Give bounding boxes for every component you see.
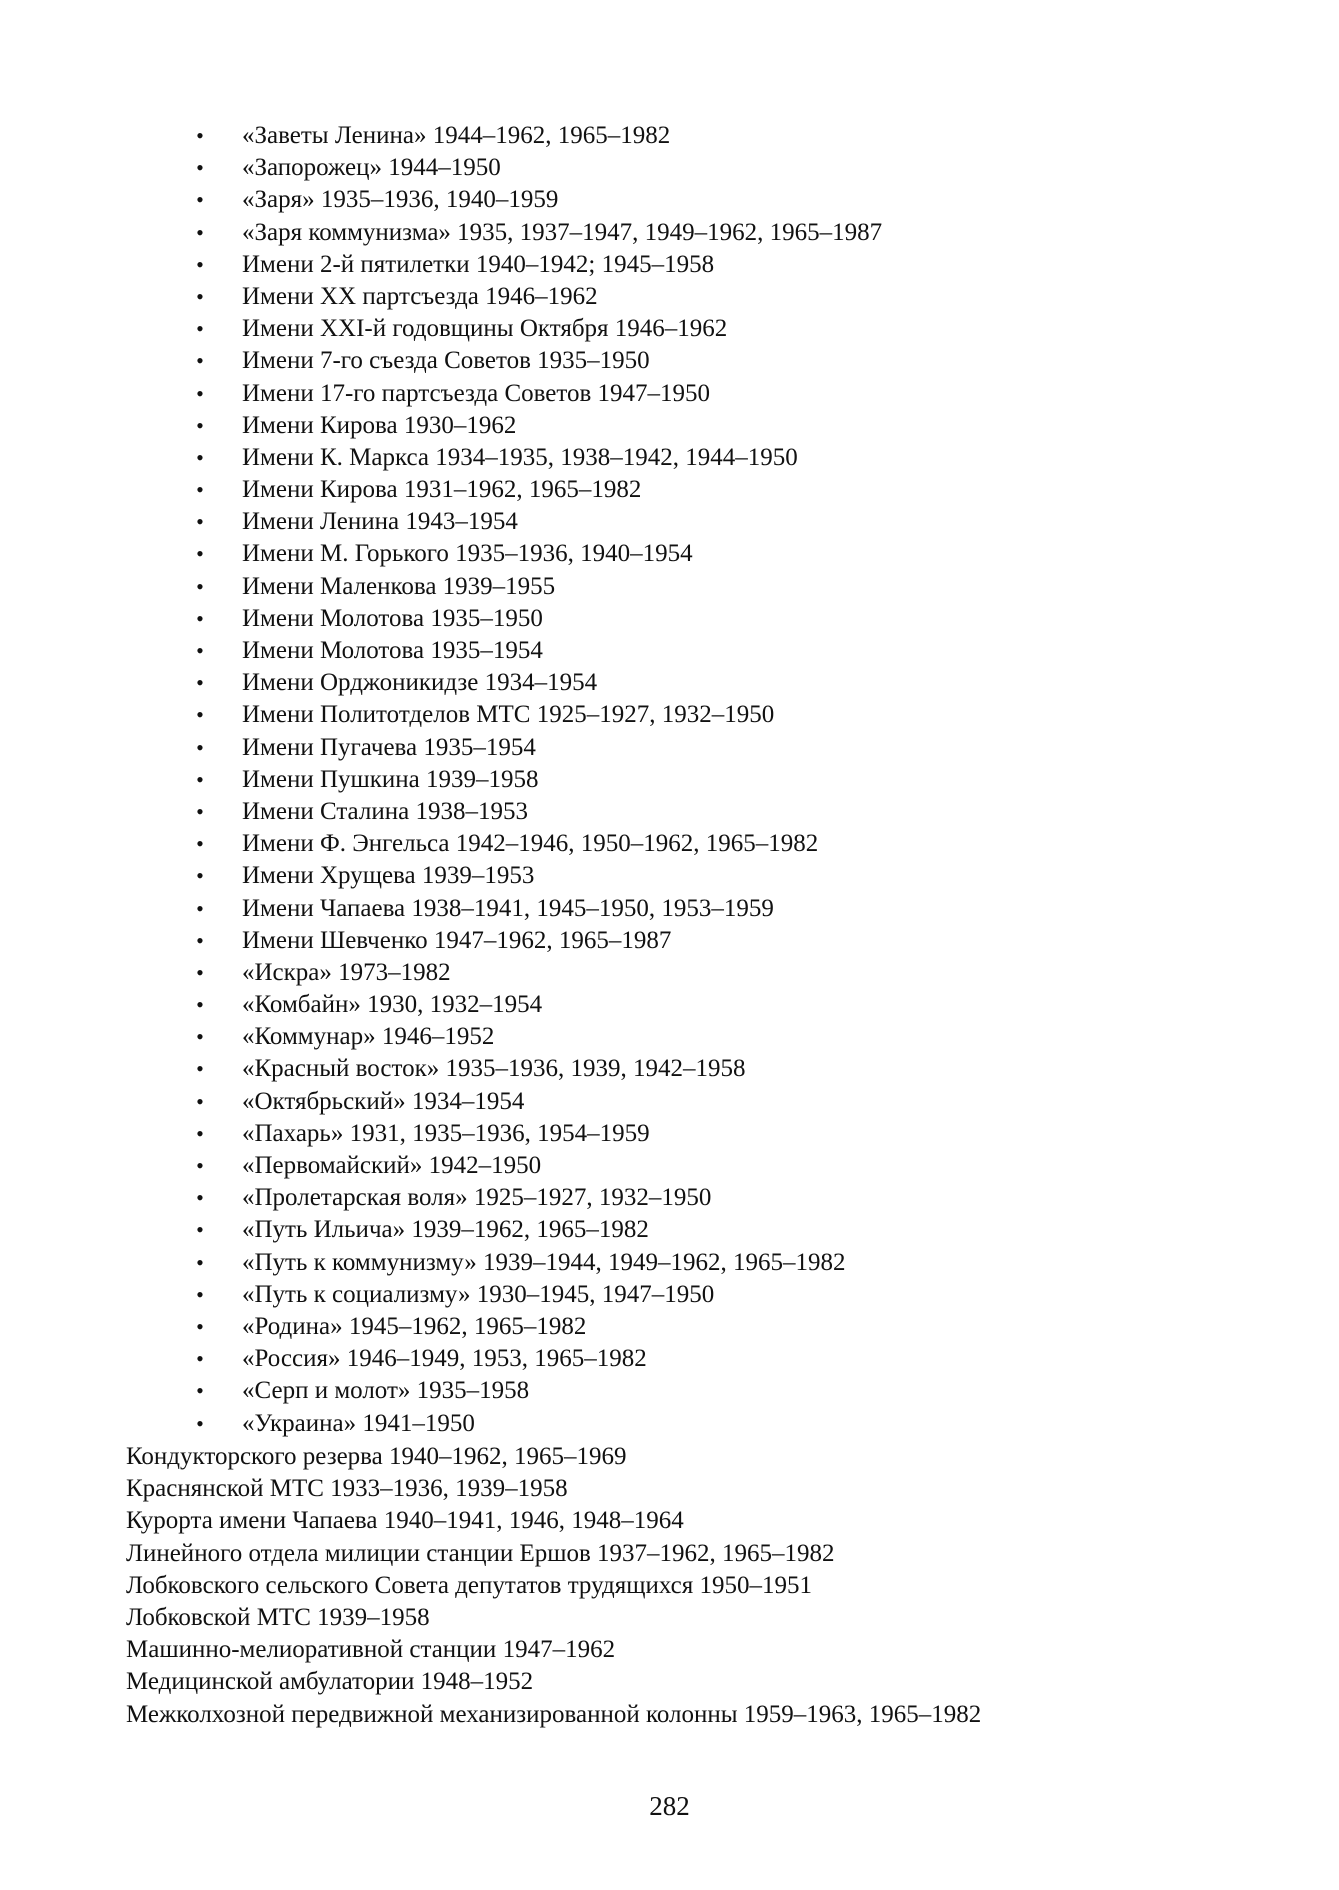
bullet-icon: • (196, 444, 204, 470)
bullet-icon: • (196, 477, 204, 503)
list-item: Кондукторского резерва 1940–1962, 1965–1969 (126, 1443, 627, 1470)
list-item-text: Имени Пугачева 1935–1954 (242, 733, 536, 761)
list-item (186, 796, 882, 828)
list-item: Медицинской амбулатории 1948–1952 (126, 1668, 534, 1696)
list-item-text: «Пахарь» 1931, 1935–1936, 1954–1959 (242, 1119, 650, 1147)
list-item (186, 571, 882, 603)
list-item-text: Имени XXI-й годовщины Октября 1946–1962 (242, 315, 728, 343)
list-item (186, 152, 882, 184)
list-item (186, 1150, 882, 1182)
list-item (186, 1311, 882, 1343)
bullet-icon: • (196, 1185, 204, 1211)
list-item-text: «Пролетарская воля» 1925–1927, 1932–1950 (242, 1184, 712, 1212)
bullet-icon: • (196, 1217, 204, 1243)
list-item (186, 1086, 882, 1118)
list-item-text: «Октябрьский» 1934–1954 (242, 1087, 525, 1115)
bullet-icon: • (196, 1346, 204, 1372)
bullet-icon: • (196, 1088, 204, 1114)
bullet-icon: • (196, 1056, 204, 1082)
list-item-text: «Запорожец» 1944–1950 (242, 154, 501, 182)
bullet-icon: • (196, 798, 204, 824)
list-item (186, 184, 882, 216)
list-item (186, 217, 882, 249)
list-item (186, 410, 882, 442)
list-item (186, 1375, 882, 1407)
page-number: 282 (649, 1791, 690, 1821)
bullet-icon: • (196, 187, 204, 213)
list-item (186, 1118, 882, 1150)
list-item-text: Имени М. Горького 1935–1936, 1940–1954 (242, 540, 693, 568)
list-item (186, 1279, 882, 1311)
bullet-icon: • (196, 541, 204, 567)
bullet-icon: • (196, 283, 204, 309)
list-item (186, 860, 882, 892)
list-item: Лобковского сельского Совета депутатов трудящихся 1950–1951 (126, 1571, 812, 1599)
list-item-text: Имени XX партсъезда 1946–1962 (242, 282, 598, 310)
list-item: Межколхозной передвижной механизированной колонны 1959–1963, 1965–1982 (126, 1700, 982, 1728)
list-item (186, 1021, 882, 1053)
list-item (186, 732, 882, 764)
bullet-icon: • (196, 605, 204, 631)
list-item-text: Имени 17-го партсъезда Советов 1947–1950 (242, 379, 711, 407)
list-item: Лобковской МТС 1939–1958 (126, 1603, 430, 1631)
list-item-text: Имени Сталина 1938–1953 (242, 797, 528, 825)
list-item-text: «Искра» 1973–1982 (242, 958, 451, 986)
organization-bullet-list (186, 120, 882, 1440)
bullet-icon: • (196, 412, 204, 438)
list-item-text: «Первомайский» 1942–1950 (242, 1152, 542, 1179)
list-item (186, 667, 882, 699)
list-item-text: Имени Пушкина 1939–1958 (242, 765, 539, 793)
bullet-icon: • (196, 702, 204, 728)
list-item-text: Имени Кирова 1930–1962 (242, 411, 517, 439)
list-item (186, 603, 882, 635)
list-item-text: «Заря коммунизма» 1935, 1937–1947, 1949–1962, 1965–1987 (242, 218, 883, 246)
bullet-icon: • (196, 766, 204, 792)
list-item-text: «Родина» 1945–1962, 1965–1982 (242, 1312, 587, 1340)
bullet-icon: • (196, 155, 204, 181)
list-item-text: «Украина» 1941–1950 (242, 1409, 475, 1437)
bullet-icon: • (196, 1120, 204, 1146)
bullet-icon: • (196, 1281, 204, 1307)
bullet-icon: • (196, 348, 204, 374)
list-item (186, 1182, 882, 1214)
list-item: Курорта имени Чапаева 1940–1941, 1946, 1948–1964 (126, 1507, 684, 1535)
list-item-text: Имени Чапаева 1938–1941, 1945–1950, 1953–1959 (242, 894, 774, 922)
bullet-icon: • (196, 316, 204, 342)
list-item (186, 635, 882, 667)
list-item (186, 957, 882, 989)
list-item (186, 281, 882, 313)
bullet-icon: • (196, 1378, 204, 1404)
list-item-text: Имени Кирова 1931–1962, 1965–1982 (242, 476, 642, 504)
list-item (186, 1247, 882, 1279)
bullet-icon: • (196, 219, 204, 245)
list-item-text: Имени 2-й пятилетки 1940–1942; 1945–1958 (242, 250, 715, 278)
bullet-icon: • (196, 123, 204, 148)
bullet-icon: • (196, 1024, 204, 1050)
list-item-text: «Россия» 1946–1949, 1953, 1965–1982 (242, 1345, 647, 1373)
list-item (186, 1343, 882, 1375)
bullet-icon: • (196, 734, 204, 760)
list-item-text: Имени 7-го съезда Советов 1935–1950 (242, 347, 650, 375)
list-item-text: Имени Шевченко 1947–1962, 1965–1987 (242, 926, 672, 954)
list-item-text: «Путь Ильича» 1939–1962, 1965–1982 (242, 1216, 649, 1244)
bullet-icon: • (196, 863, 204, 889)
list-item (186, 249, 882, 281)
bullet-icon: • (196, 1410, 204, 1436)
list-item (186, 1214, 882, 1246)
list-item-text: Имени Политотделов МТС 1925–1927, 1932–1950 (242, 701, 775, 729)
list-item (186, 474, 882, 506)
bullet-icon: • (196, 380, 204, 406)
list-item-text: «Коммунар» 1946–1952 (242, 1023, 495, 1051)
list-item-text: «Заря» 1935–1936, 1940–1959 (242, 186, 559, 214)
list-item (186, 345, 882, 377)
bullet-icon: • (196, 895, 204, 921)
list-item (186, 1053, 882, 1085)
list-item: Линейного отдела милиции станции Ершов 1937–1962, 1965–1982 (126, 1539, 835, 1567)
bullet-icon: • (196, 1153, 204, 1178)
list-item-text: «Серп и молот» 1935–1958 (242, 1377, 530, 1405)
list-item (186, 378, 882, 410)
bullet-icon: • (196, 1249, 204, 1275)
list-item (186, 442, 882, 474)
bullet-icon: • (196, 992, 204, 1018)
list-item (186, 893, 882, 925)
bullet-icon: • (196, 927, 204, 953)
bullet-icon: • (196, 670, 204, 696)
list-item (186, 764, 882, 796)
list-item-text: «Заветы Ленина» 1944–1962, 1965–1982 (242, 122, 671, 149)
list-item-text: Имени К. Маркса 1934–1935, 1938–1942, 1944–1950 (242, 443, 798, 471)
list-item-text: «Комбайн» 1930, 1932–1954 (242, 991, 543, 1019)
list-item (186, 925, 882, 957)
list-item (186, 828, 882, 860)
list-item-text: Имени Орджоникидзе 1934–1954 (242, 669, 598, 697)
list-item (186, 699, 882, 731)
list-item-text: Имени Ф. Энгельса 1942–1946, 1950–1962, 1965–1982 (242, 830, 819, 858)
list-item-text: Имени Маленкова 1939–1955 (242, 572, 556, 600)
bullet-icon: • (196, 959, 204, 985)
list-item-text: Имени Хрущева 1939–1953 (242, 862, 535, 890)
list-item: Краснянской МТС 1933–1936, 1939–1958 (126, 1475, 568, 1503)
list-item (186, 506, 882, 538)
list-item (186, 120, 882, 152)
bullet-icon: • (196, 831, 204, 857)
list-item (186, 538, 882, 570)
list-item-text: Имени Молотова 1935–1954 (242, 637, 543, 664)
list-item-text: «Красный восток» 1935–1936, 1939, 1942–1958 (242, 1055, 746, 1083)
bullet-icon: • (196, 509, 204, 535)
list-item: Машинно-мелиоративной станции 1947–1962 (126, 1636, 616, 1664)
list-item-text: Имени Молотова 1935–1950 (242, 604, 543, 632)
bullet-icon: • (196, 573, 204, 599)
organization-plain-list (126, 1441, 981, 1731)
bullet-icon: • (196, 251, 204, 277)
bullet-icon: • (196, 1313, 204, 1339)
list-item-text: «Путь к социализму» 1930–1945, 1947–1950 (242, 1280, 715, 1308)
list-item (186, 313, 882, 345)
list-item-text: «Путь к коммунизму» 1939–1944, 1949–1962, 1965–1982 (242, 1248, 846, 1276)
list-item (186, 1408, 882, 1440)
bullet-icon: • (196, 638, 204, 663)
list-item (186, 989, 882, 1021)
list-item-text: Имени Ленина 1943–1954 (242, 508, 518, 536)
